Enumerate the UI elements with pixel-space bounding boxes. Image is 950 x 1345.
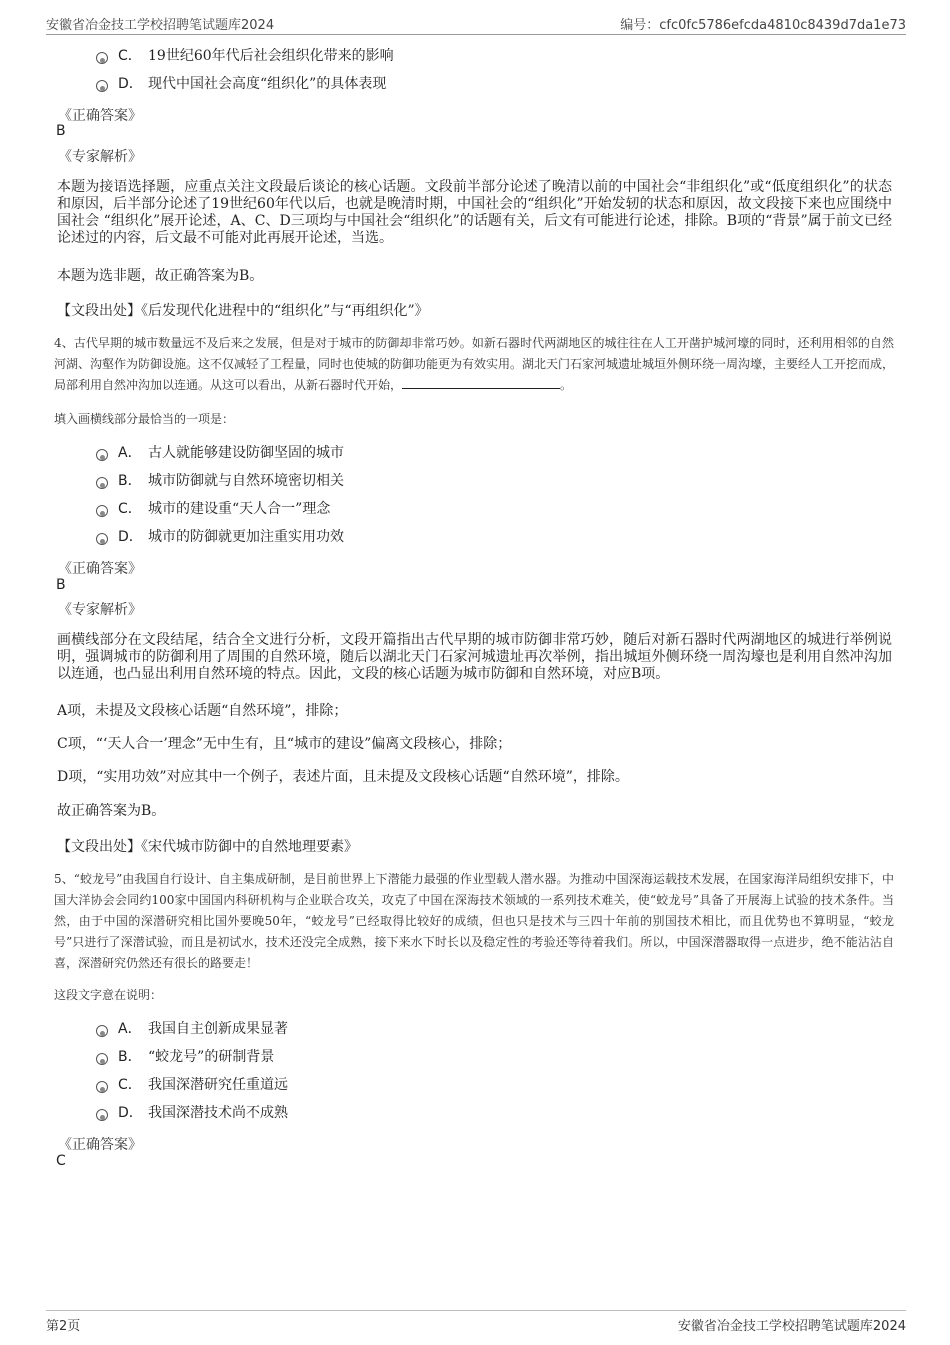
source-citation: 【文段出处】《后发现代化进程中的“组织化”与“再组织化”》 [57,303,429,319]
fill-blank [402,376,560,389]
radio-icon[interactable] [96,80,108,92]
question-stem [54,869,894,974]
radio-icon[interactable] [96,1081,108,1093]
analysis-paragraph: 本题为选非题，故正确答案为B。 [57,268,264,284]
analysis-paragraph: 故正确答案为B。 [57,803,166,819]
option-text: 城市的防御就更加注重实用功效 [148,529,344,545]
option-text: 我国自主创新成果显著 [148,1021,288,1037]
analysis-paragraph: 画横线部分在文段结尾，结合全文进行分析，文段开篇指出古代早期的城市防御非常巧妙，随后对新石器时代两湖地区的城进行举例说明，强调城市的防御利用了周围的自然环境，随后以湖北天门石家河城遗址再次举例，指出城垣外侧环绕一周沟壕也是利用自然冲沟加以连通，也凸显出利用自然环境的特点。因此，文段的核心话题为城市防御和自然环境，对应B项。 [57,632,892,682]
radio-icon[interactable] [96,52,108,64]
answer-label: 《正确答案》 [58,108,142,124]
analysis-label: 《专家解析》 [58,602,142,618]
radio-icon[interactable] [96,1025,108,1037]
analysis-paragraph: C项，“‘天人合一’理念”无中生有，且“城市的建设”偏离文段核心，排除； [57,736,512,752]
document-id: 编号：cfc0fc5786efcda4810c8439d7da1e73 [620,18,906,33]
option-letter: B． [118,473,142,489]
radio-icon[interactable] [96,505,108,517]
page-number: 第2页 [46,1319,81,1334]
question-text: 5、“蛟龙号”由我国自行设计、自主集成研制，是目前世界上下潜能力最强的作业型载人潜水器。为推动中国深海运载技术发展，在国家海洋局组织安排下，中国大洋协会会同约100家中国国内科研机构与企业联合攻关，攻克了中国在深海技术领域的一系列技术难关，使“蛟龙号”具备了开展海上试验的技术条件。当然，由于中国的深潜研究相比国外要晚50年，“蛟龙号”已经取得比较好的成绩，但也只是技术与三四十年前的别国技术相比，而且优势也不算明显，“蛟龙号”只进行了深潜试验，而且是初试水，技术还没完全成熟，接下来水下时长以及稳定性的考验还等待着我们。所以，中国深潜器取得一点进步，绝不能沾沾自喜，深潜研究仍然还有很长的路要走！ [54,872,894,970]
question-end: 。 [560,378,573,392]
analysis-label: 《专家解析》 [58,149,142,165]
option-text: 城市的建设重“天人合一”理念 [148,501,331,517]
question-prompt: 填入画横线部分最恰当的一项是： [54,412,235,426]
option-letter: A． [118,445,142,461]
radio-icon[interactable] [96,477,108,489]
option-text: “蛟龙号”的研制背景 [148,1049,275,1065]
option-letter: D． [118,529,143,545]
radio-icon[interactable] [96,1053,108,1065]
option-text: 19世纪60年代后社会组织化带来的影响 [148,48,394,64]
page-footer [46,1310,906,1333]
radio-icon[interactable] [96,1109,108,1121]
analysis-paragraph: D项，“实用功效”对应其中一个例子，表述片面，且未提及文段核心话题“自然环境”，排除。 [57,769,629,785]
radio-icon[interactable] [96,449,108,461]
radio-icon[interactable] [96,533,108,545]
option-text: 我国深潜研究任重道远 [148,1077,288,1093]
option-letter: D． [118,1105,143,1121]
footer-title: 安徽省冶金技工学校招聘笔试题库2024 [677,1319,906,1334]
analysis-paragraph: A项，未提及文段核心话题“自然环境”，排除； [57,703,348,719]
option-letter: B． [118,1049,142,1065]
option-letter: C． [118,1077,142,1093]
page-header [46,14,906,35]
option-text: 城市防御就与自然环境密切相关 [148,473,344,489]
option-text: 我国深潜技术尚不成熟 [148,1105,288,1121]
answer-value: B [56,577,66,593]
option-letter: C． [118,501,142,517]
question-prompt: 这段文字意在说明： [54,988,163,1002]
source-citation: 【文段出处】《宋代城市防御中的自然地理要素》 [57,839,358,855]
answer-label: 《正确答案》 [58,1137,142,1153]
option-text: 现代中国社会高度“组织化”的具体表现 [148,76,387,92]
question-stem [54,333,894,396]
question-text: 4、古代早期的城市数量远不及后来之发展，但是对于城市的防御却非常巧妙。如新石器时代两湖地区的城往往在人工开凿护城河壕的同时，还利用相邻的自然河湖、沟壑作为防御设施。这不仅减轻了工程量，同时也使城的防御功能更为有效实用。湖北天门石家河城遗址城垣外侧环绕一周沟壕，主要经人工开挖而成，局部利用自然冲沟加以连通。从这可以看出，从新石器时代开始， [54,336,895,392]
answer-label: 《正确答案》 [58,561,142,577]
answer-value: B [56,123,66,139]
analysis-paragraph: 本题为接语选择题，应重点关注文段最后谈论的核心话题。文段前半部分论述了晚清以前的中国社会“非组织化”或“低度组织化”的状态和原因，后半部分论述了19世纪60年代以后，也就是晚清时期，中国社会的“组织化”开始发轫的状态和原因，故文段接下来也应围绕中国社会 “组织化”展开论述，A、C、D三项均与中国社会“组织化”的话题有关，后文有可能进行论述，排除。B项的“背景”属于前文已经论述过的内容，后文最不可能对此再展开论述，当选。 [57,179,892,246]
answer-value: C [56,1153,66,1169]
option-letter: C． [118,48,142,64]
header-title: 安徽省冶金技工学校招聘笔试题库2024 [46,18,275,33]
option-text: 古人就能够建设防御坚固的城市 [148,445,344,461]
option-letter: D． [118,76,143,92]
option-letter: A． [118,1021,142,1037]
